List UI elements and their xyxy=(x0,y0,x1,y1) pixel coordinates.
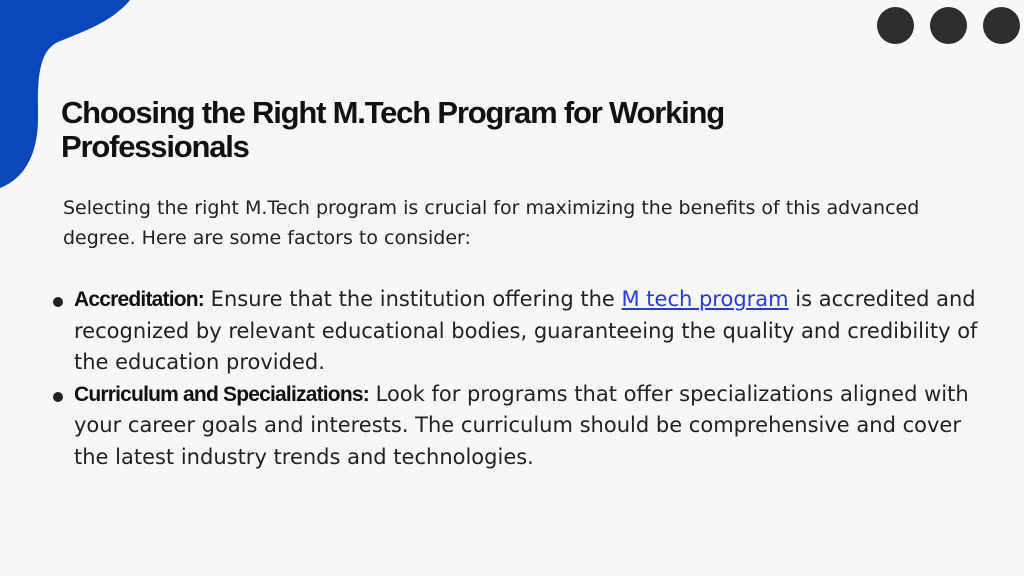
bullet-point-icon xyxy=(53,392,63,402)
decorative-dots xyxy=(877,7,1020,44)
dot-1 xyxy=(877,7,914,44)
m-tech-program-link[interactable]: M tech program xyxy=(621,287,789,311)
bullet-heading: Accreditation: xyxy=(74,288,204,311)
intro-paragraph: Selecting the right M.Tech program is crucial for maximizing the benefits of this advanced degree. Here are some factors to consider: xyxy=(63,197,920,249)
bullet-heading: Curriculum and Specializations: xyxy=(74,382,369,406)
bullet-curriculum xyxy=(51,379,991,474)
slide-title: Choosing the Right M.Tech Program for Working Professionals xyxy=(61,95,725,164)
dot-2 xyxy=(930,7,967,44)
bullet-point-icon xyxy=(53,297,63,307)
bullet-text: Ensure that the institution offering the xyxy=(204,287,622,311)
bullet-accreditation xyxy=(51,284,991,379)
bullet-text: Look for programs that offer specializations aligned with your career goals and interests. The curriculum should be comprehensive and cover the latest industry trends and technologies. xyxy=(74,381,969,469)
bullet-text: is accredited and recognized by relevant educational bodies, guaranteeing the quality and credibility of the education provided. xyxy=(74,287,978,374)
bullet-list xyxy=(51,284,991,473)
dot-3 xyxy=(983,7,1020,44)
